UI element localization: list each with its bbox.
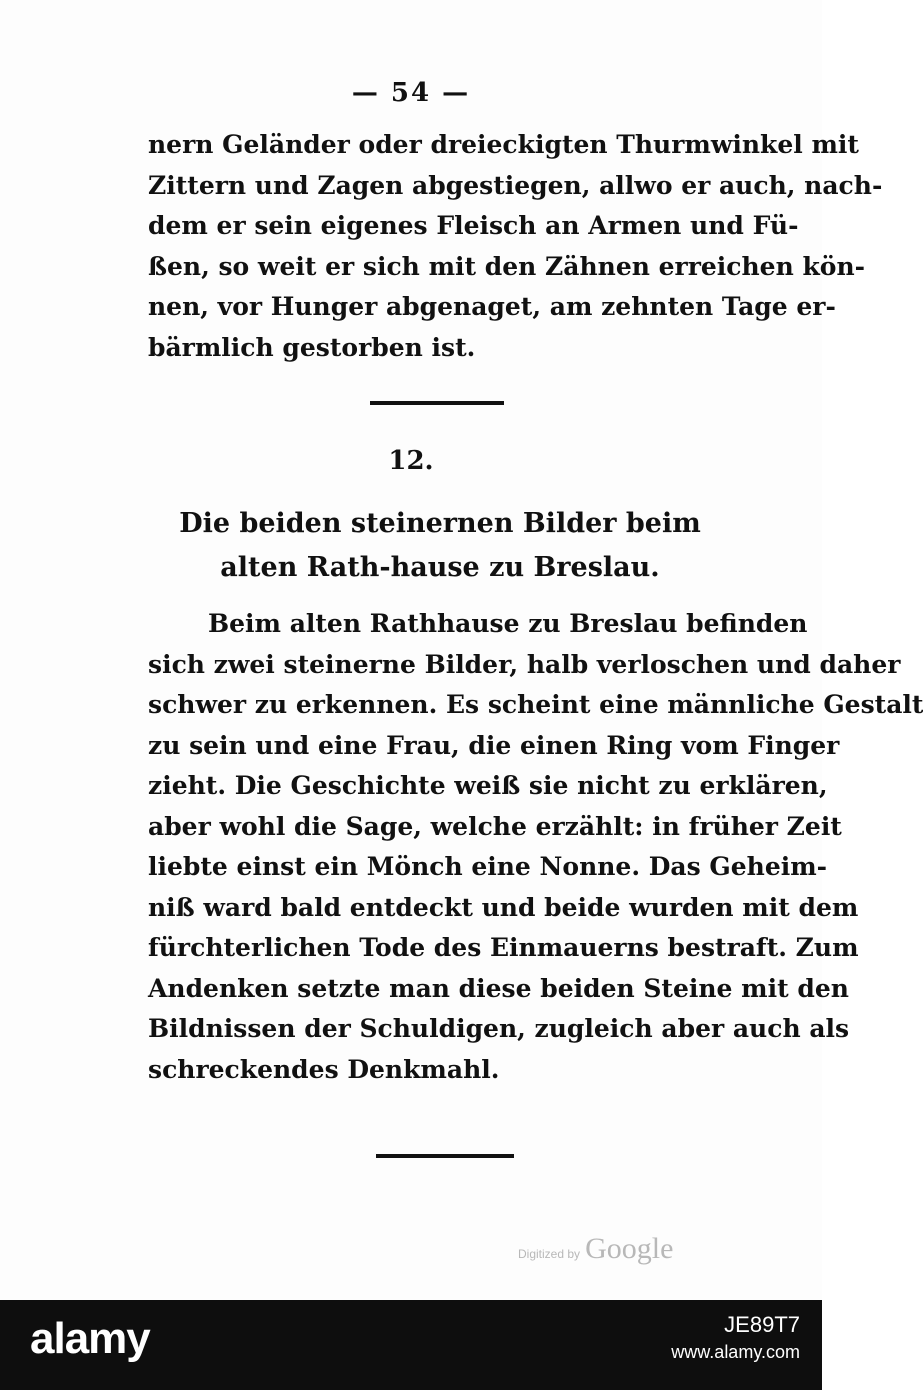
text-line: sich zwei steinerne Bilder, halb verloschen und daher (148, 649, 901, 679)
text-line: nen, vor Hunger abgenaget, am zehnten Tage er- (148, 292, 836, 321)
text-line: Beim alten Rathhause zu Breslau befinden (208, 609, 808, 638)
text-line: dem er sein eigenes Fleisch an Armen und Fü- (148, 211, 799, 240)
section-title: Die beiden steinernen Bilder beim alten Rath-hause zu Breslau. (179, 508, 701, 583)
text-line: Andenken setzte man diese beiden Steine mit den (148, 973, 849, 1003)
digitized-watermark (518, 1232, 738, 1266)
story-paragraph (148, 604, 923, 1090)
text-line: fürchterlichen Tode des Einmauerns bestraft. Zum (148, 933, 859, 962)
image-reference (671, 1312, 800, 1363)
text-line: aber wohl die Sage, welche erzählt: in früher Zeit (148, 811, 842, 841)
watermark-brand: Google (585, 1232, 674, 1265)
alamy-logo: alamy (30, 1314, 150, 1363)
text-line: liebte einst ein Mönch eine Nonne. Das Geheim- (148, 852, 828, 881)
section-divider (370, 401, 504, 405)
text-line: bärmlich gestorben ist. (148, 332, 476, 362)
text-line: schwer zu erkennen. Es scheint eine männliche Gestalt (148, 690, 923, 719)
text-line: ßen, so weit er sich mit den Zähnen erreichen kön- (148, 251, 866, 281)
text-line: nern Geländer oder dreieckigten Thurmwinkel mit (148, 130, 859, 159)
text-line: Bildnissen der Schuldigen, zugleich aber auch als (148, 1014, 850, 1043)
text-line: niß ward bald entdeckt und beide wurden mit dem (148, 892, 859, 922)
text-line: zu sein und eine Frau, die einen Ring vom Finger (148, 730, 840, 760)
text-line: zieht. Die Geschichte weiß sie nicht zu erklären, (148, 771, 828, 800)
continued-paragraph (148, 125, 883, 368)
text-line: schreckendes Denkmahl. (148, 1054, 500, 1084)
site-url: www.alamy.com (671, 1342, 800, 1362)
text-line: Zittern und Zagen abgestiegen, allwo er auch, nach- (148, 170, 883, 200)
image-id: JE89T7 (724, 1312, 800, 1337)
stock-footer-bar (0, 1300, 822, 1390)
section-number: 12. (388, 446, 434, 476)
watermark-prefix: Digitized by (518, 1247, 581, 1261)
end-divider (376, 1154, 514, 1158)
page-number-header: — 54 — (351, 78, 471, 108)
